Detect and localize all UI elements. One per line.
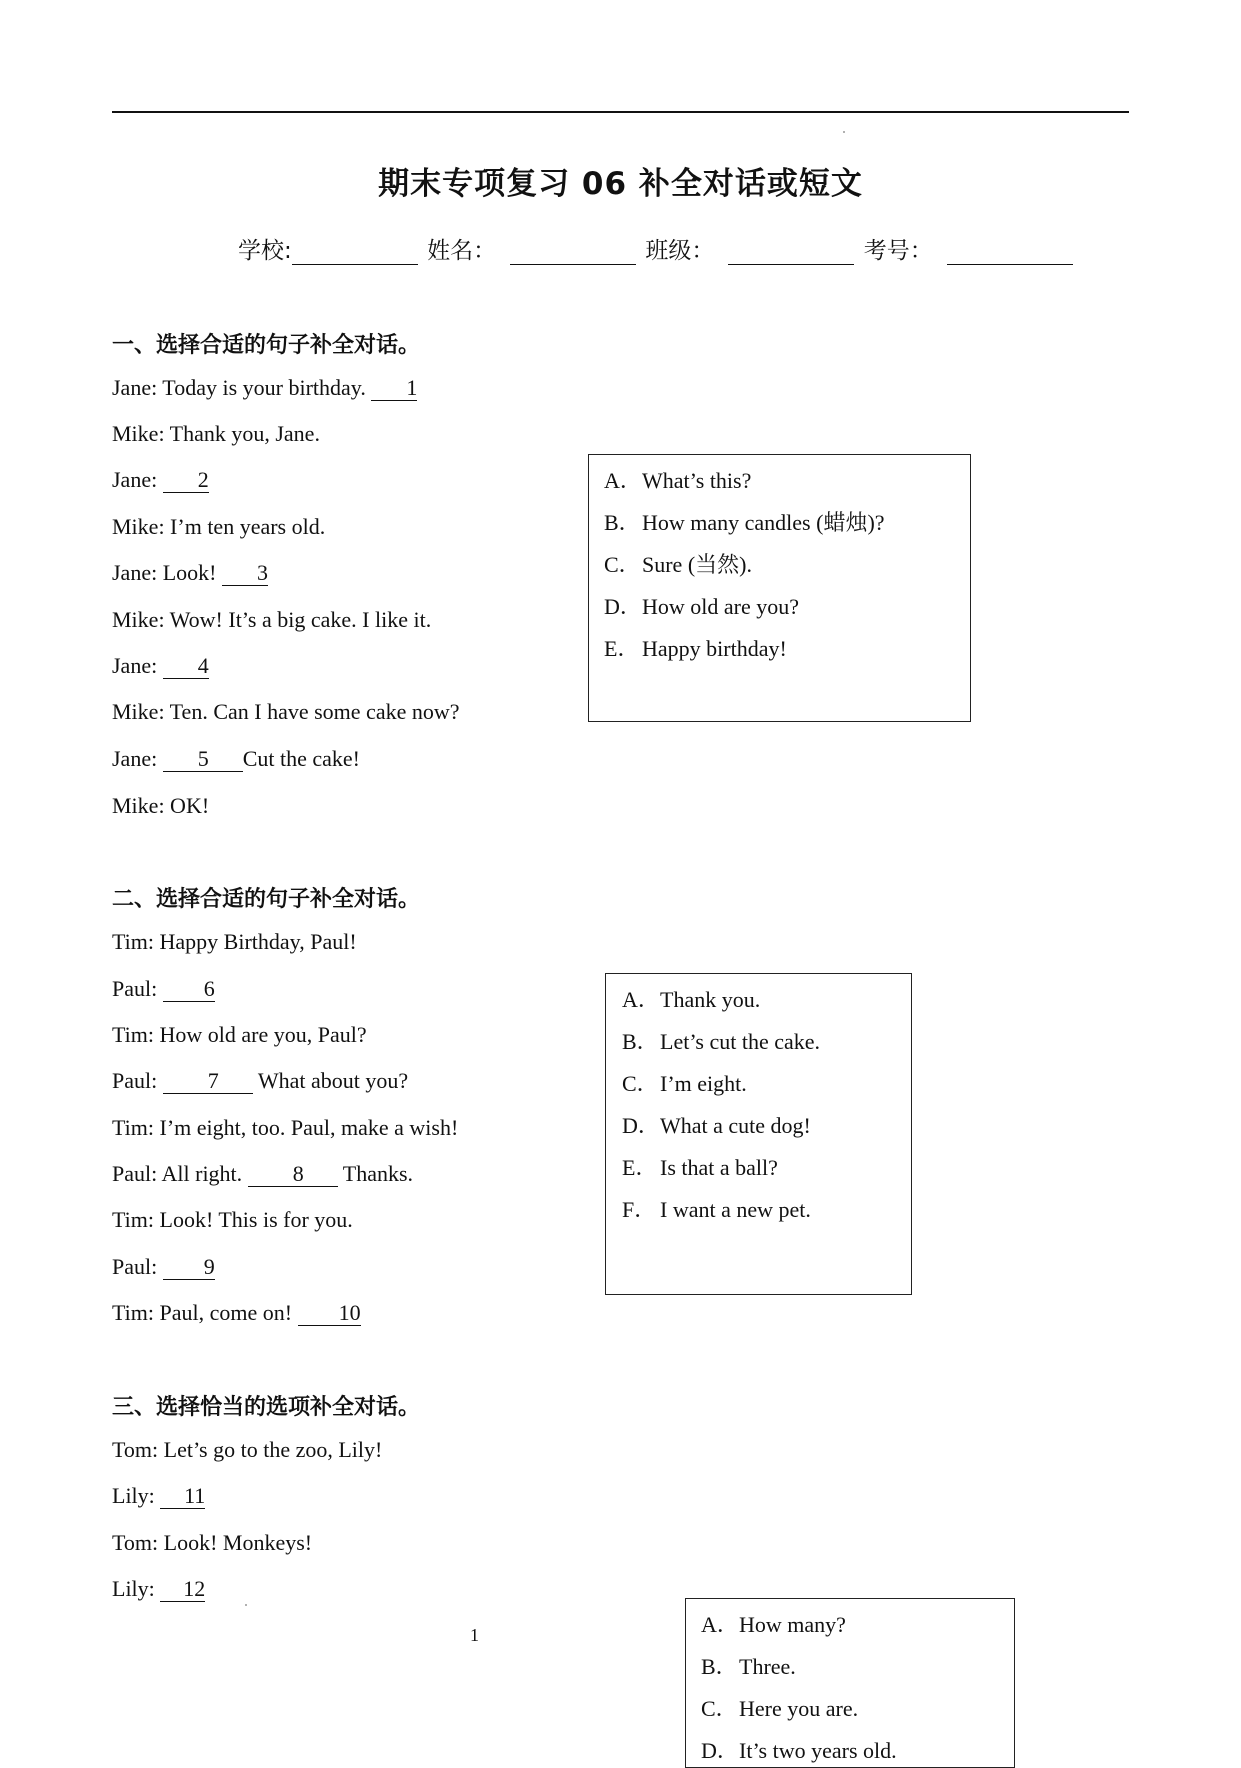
dialogue-line: Paul: 9 bbox=[112, 1254, 215, 1279]
section-3-options-box bbox=[685, 1598, 1015, 1768]
dialogue-line: Paul: All right. 8 Thanks. bbox=[112, 1161, 414, 1186]
section-2-options-box bbox=[605, 973, 912, 1295]
header-rule bbox=[112, 111, 1129, 113]
dialogue-line: Mike: Ten. Can I have some cake now? bbox=[112, 699, 460, 724]
option-item: B．Three. bbox=[701, 1654, 796, 1679]
answer-blank-1[interactable]: 1 bbox=[371, 376, 417, 401]
option-item: A．Thank you. bbox=[622, 987, 761, 1012]
page-title: 期末专项复习 06 补全对话或短文 bbox=[378, 166, 863, 202]
dialogue-line: Jane: Look! 3 bbox=[112, 560, 268, 585]
dialogue-line: Lily: 12 bbox=[112, 1576, 206, 1601]
dialogue-line: Mike: I’m ten years old. bbox=[112, 514, 326, 539]
option-item: D．What a cute dog! bbox=[622, 1113, 811, 1138]
answer-blank-4[interactable]: 4 bbox=[163, 654, 209, 679]
name-blank[interactable] bbox=[510, 240, 636, 265]
option-item: F． I want a new pet. bbox=[622, 1197, 811, 1222]
dialogue-line: Tim: Paul, come on! 10 bbox=[112, 1300, 361, 1325]
exam-number-label: 考号： bbox=[863, 238, 933, 264]
speck bbox=[843, 131, 845, 133]
answer-blank-3[interactable]: 3 bbox=[222, 561, 268, 586]
option-item: E． Is that a ball? bbox=[622, 1155, 778, 1180]
answer-blank-11[interactable]: 11 bbox=[160, 1484, 205, 1509]
section-2-heading: 二、选择合适的句子补全对话。 bbox=[112, 887, 421, 912]
class-blank[interactable] bbox=[728, 240, 854, 265]
answer-blank-7[interactable]: 7 bbox=[163, 1069, 253, 1094]
dialogue-line: Lily: 11 bbox=[112, 1483, 206, 1508]
answer-blank-10[interactable]: 10 bbox=[298, 1301, 361, 1326]
answer-blank-9[interactable]: 9 bbox=[163, 1255, 215, 1280]
section-3-heading: 三、选择恰当的选项补全对话。 bbox=[112, 1395, 421, 1420]
dialogue-line: Tim: Look! This is for you. bbox=[112, 1207, 353, 1232]
option-item: B．How many candles (蜡烛)? bbox=[604, 510, 885, 535]
answer-blank-6[interactable]: 6 bbox=[163, 977, 215, 1002]
dialogue-line: Paul: 6 bbox=[112, 976, 215, 1001]
speck bbox=[245, 1604, 247, 1606]
dialogue-line: Mike: Wow! It’s a big cake. I like it. bbox=[112, 607, 432, 632]
exam-number-blank[interactable] bbox=[947, 240, 1073, 265]
dialogue-line: Jane: 4 bbox=[112, 653, 209, 678]
page-number: 1 bbox=[470, 1625, 479, 1645]
school-label: 学校: bbox=[238, 238, 292, 264]
option-item: D．It’s two years old. bbox=[701, 1738, 897, 1763]
option-item: A．How many? bbox=[701, 1612, 846, 1637]
option-item: E． Happy birthday! bbox=[604, 636, 787, 661]
dialogue-line: Jane: Today is your birthday. 1 bbox=[112, 375, 418, 400]
name-label: 姓名： bbox=[427, 238, 497, 264]
dialogue-line: Tom: Look! Monkeys! bbox=[112, 1530, 313, 1555]
answer-blank-8[interactable]: 8 bbox=[248, 1162, 338, 1187]
option-item: A．What’s this? bbox=[604, 468, 752, 493]
dialogue-line: Paul: 7 What about you? bbox=[112, 1068, 409, 1093]
answer-blank-5[interactable]: 5 bbox=[163, 747, 243, 772]
dialogue-line: Tom: Let’s go to the zoo, Lily! bbox=[112, 1437, 383, 1462]
option-item: C．I’m eight. bbox=[622, 1071, 747, 1096]
option-item: C．Here you are. bbox=[701, 1696, 859, 1721]
dialogue-line: Tim: Happy Birthday, Paul! bbox=[112, 929, 357, 954]
dialogue-line: Tim: How old are you, Paul? bbox=[112, 1022, 367, 1047]
class-label: 班级： bbox=[645, 238, 715, 264]
school-blank[interactable] bbox=[292, 240, 418, 265]
section-1-heading: 一、选择合适的句子补全对话。 bbox=[112, 333, 421, 358]
dialogue-line: Tim: I’m eight, too. Paul, make a wish! bbox=[112, 1115, 459, 1140]
answer-blank-12[interactable]: 12 bbox=[160, 1577, 205, 1602]
dialogue-line: Mike: Thank you, Jane. bbox=[112, 421, 320, 446]
answer-blank-2[interactable]: 2 bbox=[163, 468, 209, 493]
student-info-row bbox=[238, 232, 1075, 265]
option-item: C．Sure (当然). bbox=[604, 552, 752, 577]
dialogue-line: Jane: 5 Cut the cake! bbox=[112, 746, 360, 771]
dialogue-line: Mike: OK! bbox=[112, 793, 210, 818]
dialogue-line: Jane: 2 bbox=[112, 467, 209, 492]
option-item: D．How old are you? bbox=[604, 594, 800, 619]
section-1-options-box bbox=[588, 454, 971, 722]
option-item: B．Let’s cut the cake. bbox=[622, 1029, 821, 1054]
